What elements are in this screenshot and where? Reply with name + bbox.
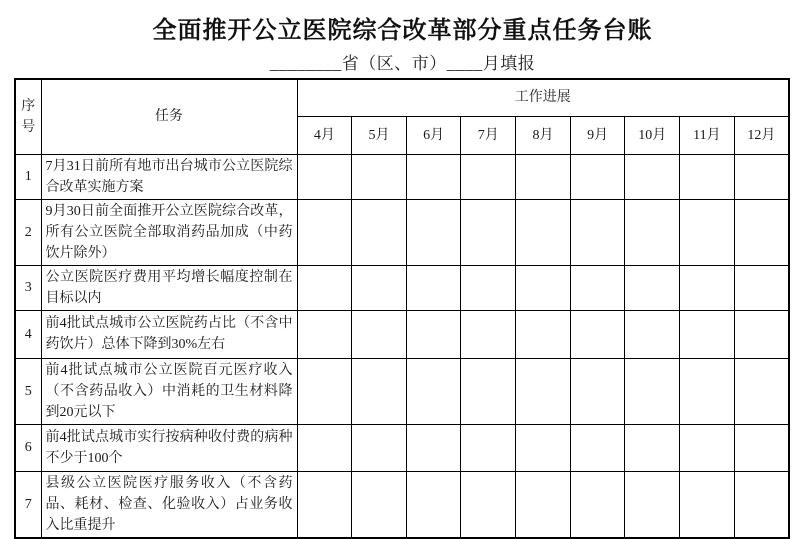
- progress-cell: [516, 199, 571, 265]
- header-row-top: [15, 79, 789, 116]
- header-month: 11月: [680, 116, 735, 154]
- table-row: [15, 310, 789, 358]
- progress-cell: [680, 358, 735, 424]
- progress-cell: [297, 358, 352, 424]
- header-task: 任务: [41, 79, 297, 154]
- row-index: 4: [15, 310, 41, 358]
- header-month: 8月: [516, 116, 571, 154]
- progress-cell: [680, 310, 735, 358]
- progress-cell: [734, 358, 789, 424]
- header-month: 4月: [297, 116, 352, 154]
- progress-cell: [680, 199, 735, 265]
- row-index: 2: [15, 199, 41, 265]
- task-text: 9月30日前全面推开公立医院综合改革，所有公立医院全部取消药品加成（中药饮片除外）: [41, 199, 297, 265]
- table-row: [15, 358, 789, 424]
- header-month: 12月: [734, 116, 789, 154]
- progress-cell: [516, 154, 571, 199]
- task-text: 县级公立医院医疗服务收入（不含药品、耗材、检查、化验收入）占业务收入比重提升: [41, 471, 297, 538]
- progress-cell: [297, 154, 352, 199]
- progress-cell: [297, 265, 352, 310]
- row-index: 5: [15, 358, 41, 424]
- progress-cell: [516, 358, 571, 424]
- task-text: 前4批试点城市公立医院百元医疗收入（不含药品收入）中消耗的卫生材料降到20元以下: [41, 358, 297, 424]
- progress-cell: [734, 199, 789, 265]
- progress-cell: [461, 424, 516, 471]
- progress-cell: [625, 358, 680, 424]
- table-row: [15, 199, 789, 265]
- progress-cell: [680, 424, 735, 471]
- progress-cell: [352, 265, 407, 310]
- progress-cell: [625, 424, 680, 471]
- progress-cell: [406, 154, 461, 199]
- progress-cell: [516, 310, 571, 358]
- progress-cell: [352, 424, 407, 471]
- progress-cell: [516, 424, 571, 471]
- progress-cell: [570, 154, 625, 199]
- progress-cell: [352, 154, 407, 199]
- progress-cell: [406, 424, 461, 471]
- header-month: 7月: [461, 116, 516, 154]
- header-month: 9月: [570, 116, 625, 154]
- progress-cell: [352, 358, 407, 424]
- progress-cell: [461, 199, 516, 265]
- table-row: [15, 424, 789, 471]
- progress-cell: [352, 310, 407, 358]
- task-text: 前4批试点城市实行按病种收付费的病种不少于100个: [41, 424, 297, 471]
- task-text: 公立医院医疗费用平均增长幅度控制在目标以内: [41, 265, 297, 310]
- progress-cell: [406, 358, 461, 424]
- progress-cell: [680, 265, 735, 310]
- task-text: 7月31日前所有地市出台城市公立医院综合改革实施方案: [41, 154, 297, 199]
- progress-cell: [461, 265, 516, 310]
- row-index: 1: [15, 154, 41, 199]
- progress-cell: [625, 310, 680, 358]
- task-text: 前4批试点城市公立医院药占比（不含中药饮片）总体下降到30%左右: [41, 310, 297, 358]
- progress-cell: [680, 154, 735, 199]
- header-month: 6月: [406, 116, 461, 154]
- page-subtitle: ________省（区、市）____月填报: [269, 54, 536, 73]
- progress-cell: [297, 199, 352, 265]
- header-index: 序号: [15, 79, 41, 154]
- row-index: 6: [15, 424, 41, 471]
- progress-cell: [570, 310, 625, 358]
- header-month: 10月: [625, 116, 680, 154]
- progress-cell: [570, 199, 625, 265]
- table-row: [15, 154, 789, 199]
- progress-cell: [352, 199, 407, 265]
- progress-cell: [734, 424, 789, 471]
- progress-cell: [461, 358, 516, 424]
- progress-cell: [406, 310, 461, 358]
- progress-cell: [625, 154, 680, 199]
- progress-cell: [297, 424, 352, 471]
- progress-cell: [734, 310, 789, 358]
- progress-cell: [570, 424, 625, 471]
- progress-cell: [734, 154, 789, 199]
- progress-cell: [516, 265, 571, 310]
- table-row: [15, 265, 789, 310]
- task-ledger-table: [14, 78, 790, 539]
- progress-cell: [734, 265, 789, 310]
- document-page: [0, 10, 805, 533]
- header-progress: 工作进展: [297, 79, 789, 116]
- row-index: 3: [15, 265, 41, 310]
- progress-cell: [570, 265, 625, 310]
- progress-cell: [461, 154, 516, 199]
- progress-cell: [625, 265, 680, 310]
- task-rows: [15, 154, 789, 538]
- progress-cell: [461, 310, 516, 358]
- progress-cell: [297, 310, 352, 358]
- row-index: 7: [15, 471, 41, 538]
- progress-cell: [570, 358, 625, 424]
- progress-cell: [406, 265, 461, 310]
- page-title: 全面推开公立医院综合改革部分重点任务台账: [152, 18, 653, 44]
- progress-cell: [625, 199, 680, 265]
- progress-cell: [406, 199, 461, 265]
- header-month: 5月: [352, 116, 407, 154]
